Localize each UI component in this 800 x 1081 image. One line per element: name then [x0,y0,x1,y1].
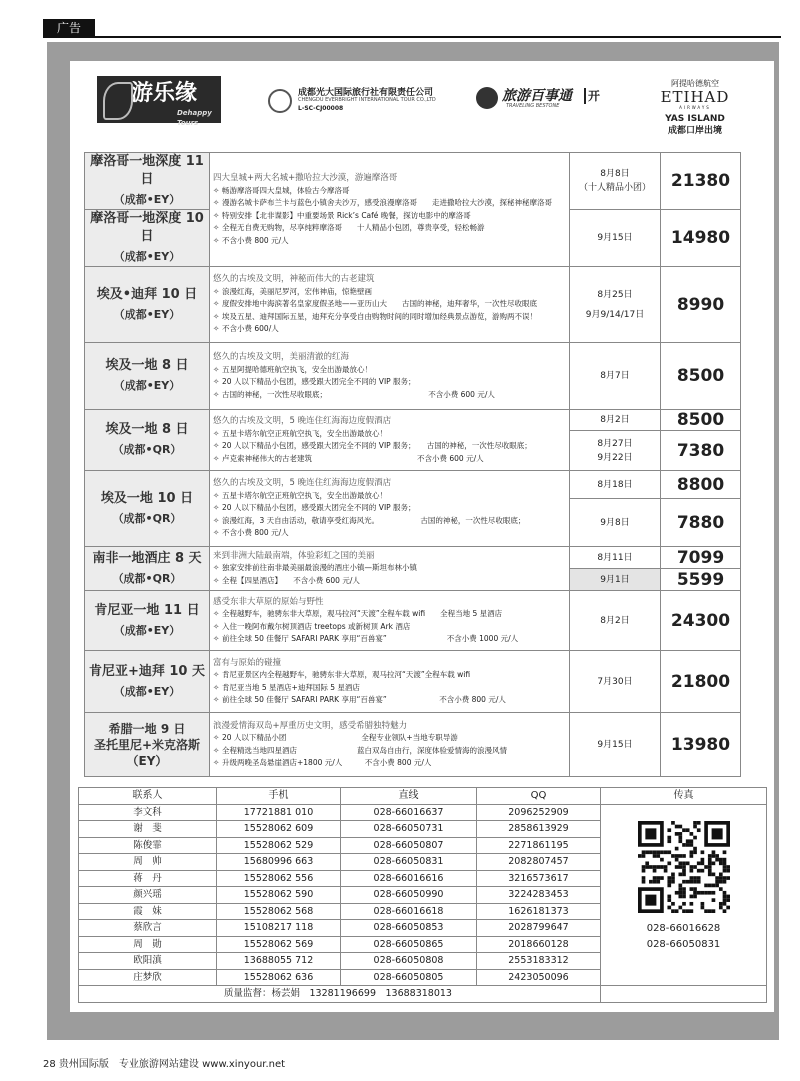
diamond-icon: ✧ [213,364,220,374]
tour-line-text: 肯尼亚景区内全程越野车，驰骋东非大草原，观马拉河“天渡”全程车载 wifi [222,670,471,679]
contact-phone: 028-66050831 [341,854,477,871]
tour-name-cell [85,410,210,471]
diamond-icon: ✧ [213,223,220,232]
tour-name-cell [85,547,210,591]
tour-name: 埃及•迪拜 10 日 [96,286,198,302]
contact-row [79,804,767,821]
tour-name: 埃及一地 8 日 [105,358,189,373]
tour-header: 感受东非大草原的原始与野性 [213,596,324,607]
tour-line [213,732,569,745]
tour-price: 24300 [661,591,741,651]
tour-dates [570,591,661,651]
contact-mobile: 15680996 663 [217,854,341,871]
diamond-icon: ✧ [213,198,220,207]
contact-name: 霞 妹 [79,903,217,920]
tour-dates [570,569,661,591]
empty-cell [601,986,767,1003]
contact-phone: 028-66050990 [341,887,477,904]
supervisor-row [79,986,767,1003]
contact-mobile: 13688055 712 [217,953,341,970]
tour-dates [570,343,661,410]
tour-date: 8月7日 [600,371,630,381]
tour-line-text: 不含小费 800 元/人 [222,528,289,538]
tour-header: 悠久的古埃及文明，神秘而伟大的古老建筑 [213,274,375,285]
tour-origin: （成都•QR） [112,571,182,585]
youleyuan-logo [97,76,221,127]
tour-name: 摩洛哥一地深度 11 日 [90,154,204,187]
diamond-icon: ✧ [213,428,220,438]
qr-code [638,821,730,913]
tour-date: 9月15日 [597,233,633,243]
fax-number: 028-66050831 [646,938,721,950]
tour-price: 8500 [661,410,741,431]
tour-line-text: 浪漫红海，3 天自由活动，敬请享受红海风光。 古国的神秘，一次性尽收眼底； [222,515,526,525]
tour-line [213,222,569,235]
tour-header: 四大皇城+两大名城+撒哈拉大沙漠，游遍摩洛哥 [213,173,398,183]
tour-date: 8月2日 [600,615,630,626]
tour-header: 悠久的古埃及文明，5 晚连住红海海边度假酒店 [213,478,392,489]
tour-name: 埃及一地 10 日 [100,490,194,506]
tour-name: 肯尼亚一地 11 日 [94,602,200,618]
col-header: 手机 [217,788,341,805]
tour-dates [570,410,661,431]
tour-line-text: 全程精选当地四星酒店 蓝白双岛自由行，深度体验爱情海的浪漫风情 [222,745,507,755]
page-footer: 28 贵州国际版 专业旅游网站建设 www.xinyour.net [43,1059,286,1070]
contact-table [78,787,767,1003]
tour-line [213,364,569,377]
tour-origin: （成都•QR） [112,511,182,525]
tour-dates [570,431,661,471]
tour-desc [210,651,570,713]
tour-origin: （成都•EY） [113,379,181,392]
ad-label: 广告 [43,19,95,38]
contact-name: 周 勋 [79,936,217,953]
tour-dates [570,651,661,713]
tour-line [213,323,569,336]
contact-qq: 3216573617 [477,870,601,887]
tour-origin: （成都•EY） [113,684,181,698]
tour-price: 7099 [661,547,741,569]
tour-line [213,185,569,198]
tour-line [213,757,569,770]
tour-origin: （成都•EY） [113,307,181,321]
contact-phone: 028-66016618 [341,903,477,920]
diamond-icon: ✧ [213,670,220,679]
diamond-icon: ✧ [213,441,220,450]
tour-date: 8月27日 [597,438,633,449]
tour-line-text: 埃及五星、迪拜国际五星，迪拜充分享受自由购物时间的同时增加经典景点游览，游购两不误！ [222,311,537,321]
tour-date: （十人精品小团） [578,183,651,193]
diamond-icon: ✧ [213,695,220,704]
tour-line [213,286,569,299]
tour-price: 8800 [661,471,741,499]
tour-name: 肯尼亚+迪拜 10 天 [88,663,206,679]
everbright-english: CHENGDU EVERBRIGHT INTERNATIONAL TOUR CO.,LTD [298,97,436,103]
tour-line-text: 前往全球 50 佳餐厅 SAFARI PARK 享用“百兽宴” 不含小费 1000 元/人 [222,634,519,643]
tour-name-cell [85,591,210,651]
contact-name: 陈俊霏 [79,837,217,854]
fax-number: 028-66016628 [646,922,721,934]
contact-name: 周 帅 [79,854,217,871]
tour-header: 富有与原始的碰撞 [213,657,282,668]
tour-line [213,311,569,324]
tour-row [85,471,741,499]
tour-row [85,267,741,343]
diamond-icon: ✧ [213,311,220,321]
contact-phone: 028-66016637 [341,804,477,821]
tour-name-cell [85,651,210,713]
contact-phone: 028-66050853 [341,920,477,937]
top-bar [0,0,800,38]
diamond-icon: ✧ [213,324,220,334]
tour-desc [210,267,570,343]
tour-line-text: 独家安排前往南非最美丽最浪漫的酒庄小镇—斯坦布林小镇 [222,563,417,573]
tour-line [213,621,569,634]
tour-dates [570,713,661,777]
tour-line-text: 不含小费 600/人 [222,324,279,334]
tour-name: 希腊一地 9 日 [108,721,186,736]
tour-name-cell [85,471,210,547]
tour-line [213,197,569,210]
tour-line-text: 五星卡塔尔航空正班航空执飞，安全出游最放心！ [222,490,387,500]
tour-dates [570,499,661,547]
everbright-name: 成都光大国际旅行社有限责任公司 [298,88,434,98]
tour-name-cell [85,343,210,410]
tour-name-cell [85,210,210,267]
tour-price: 5599 [661,569,741,591]
tour-row [85,153,741,210]
quality-supervisor: 质量监督：杨芸娟 13281196699 13688318013 [79,986,601,1003]
tour-date: 7月30日 [597,676,633,687]
tour-row [85,591,741,651]
tour-line-text: 五星阿提哈德班航空执飞，安全出游最放心！ [222,364,372,374]
everbright-mark-icon [268,89,292,113]
chengdu-exit: 成都口岸出境 [667,126,722,136]
tour-desc [210,471,570,547]
tour-line-text: 畅游摩洛哥四大皇城，体验古今摩洛哥 [222,185,350,195]
tour-price: 21380 [661,153,741,210]
diamond-icon: ✧ [213,490,220,500]
tour-line [213,694,569,707]
tour-date: 8月11日 [597,552,633,563]
chengdu-everbright-logo [268,85,468,115]
lvyou-divider [584,88,586,104]
contact-mobile: 17721881 010 [217,804,341,821]
tour-line-text: 漫游名城卡萨布兰卡与蓝色小镇舍夫沙万，感受浪漫摩洛哥 走进撒哈拉大沙漠，探秘神秘摩洛哥 [222,198,552,207]
tour-line-text: 20 人以下精品小包团，感受跟大团完全不同的 VIP 服务； 古国的神秘，一次性尽收眼底； [222,441,532,450]
tour-line [213,682,569,695]
tour-line-text: 全程【四星酒店】 不含小费 600 元/人 [222,575,360,585]
tour-origin: （成都•EY） [113,193,181,206]
youleyuan-sub: Dehappy Tours [177,109,212,127]
tour-line [213,453,569,466]
diamond-icon: ✧ [213,515,220,525]
contact-qq: 2553183312 [477,953,601,970]
diamond-icon: ✧ [213,733,220,742]
diamond-icon: ✧ [213,185,220,195]
tour-price: 21800 [661,651,741,713]
tour-price: 13980 [661,713,741,777]
tour-price: 7880 [661,499,741,547]
tour-date: 9月9/14/17日 [585,309,645,320]
diamond-icon: ✧ [213,389,220,399]
tour-line [213,527,569,540]
etihad-cn: 阿提哈德航空 [671,79,719,88]
diamond-icon: ✧ [213,563,220,573]
contact-name: 欧阳滇 [79,953,217,970]
tour-name-cell [85,713,210,777]
tour-line-text: 古国的神秘，一次性尽收眼底； 不含小费 600 元/人 [222,389,495,399]
contact-name: 蒋 丹 [79,870,217,887]
lvyou-baishitong-logo [476,85,606,119]
tour-desc [210,713,570,777]
tour-desc [210,547,570,591]
diamond-icon: ✧ [213,453,220,463]
contact-name: 谢 斐 [79,821,217,838]
tour-origin: （成都•QR） [112,443,182,456]
tour-date: 8月2日 [600,415,630,425]
tour-line-text: 20 人以下精品小团 全程专业领队+当地专职导游 [222,733,458,742]
tour-line [213,502,569,515]
diamond-icon: ✧ [213,575,220,585]
tour-desc [210,343,570,410]
contact-name: 颜兴瑶 [79,887,217,904]
tour-line-text: 全程无自费无购物，尽享纯粹摩洛哥 十人精品小包团，尊贵享受，轻松畅游 [222,223,485,232]
tour-date: 9月1日 [600,574,630,585]
logo-swirl-icon [103,82,133,120]
tour-line-text: 五星卡塔尔航空正班航空执飞，安全出游最放心！ [222,428,387,438]
contact-qq: 2271861195 [477,837,601,854]
tour-line-text: 浪漫红海，美丽尼罗河，宏伟神庙，惊艳壁画 [222,286,372,296]
tour-line-text: 全程越野车，驰骋东非大草原，观马拉河“天渡”全程车载 wifi 全程当地 5 星酒店 [222,609,503,618]
tour-price: 8990 [661,267,741,343]
tour-line [213,575,569,588]
tour-origin: （EY） [126,753,168,768]
tour-desc [210,410,570,471]
tour-row [85,547,741,569]
tour-price: 7380 [661,431,741,471]
contact-name: 庄梦欣 [79,969,217,986]
tour-desc [210,591,570,651]
tour-dates [570,471,661,499]
contact-mobile: 15108217 118 [217,920,341,937]
contact-name: 蔡欣言 [79,920,217,937]
tour-date: 8月25日 [597,289,633,300]
diamond-icon: ✧ [213,528,220,538]
everbright-license: L-SC-CJ00008 [298,105,344,112]
tour-table [84,152,741,777]
tour-date: 9月22日 [597,452,633,463]
lvyou-name: 旅游百事通 [502,88,572,104]
tour-name: 埃及一地 8 日 [105,422,189,437]
tour-line [213,376,569,389]
tour-name: 摩洛哥一地深度 10 日 [90,211,204,244]
tour-date: 8月18日 [597,479,633,490]
tour-line [213,210,569,223]
tour-header: 来到非洲大陆最南端，体验彩虹之国的美丽 [213,550,375,561]
tour-row [85,651,741,713]
diamond-icon: ✧ [213,210,220,220]
diamond-icon: ✧ [213,745,220,755]
tour-line [213,562,569,575]
tour-line-text: 20 人以下精品小包团，感受跟大团完全不同的 VIP 服务； [222,503,416,513]
tour-dates [570,153,661,210]
diamond-icon: ✧ [213,235,220,245]
tour-desc [210,153,570,267]
diamond-icon: ✧ [213,758,220,767]
top-rule [43,36,781,38]
contact-qq: 2028799647 [477,920,601,937]
contact-qq: 3224283453 [477,887,601,904]
etihad-logo [640,79,750,139]
tour-line [213,235,569,248]
contact-qq: 2082807457 [477,854,601,871]
contact-phone: 028-66050807 [341,837,477,854]
contact-name: 李文科 [79,804,217,821]
tour-name: 南非一地酒庄 8 天 [92,550,202,566]
tour-line [213,389,569,402]
tour-name: 圣托里尼+米克洛斯 [93,737,201,752]
tour-line-text: 度假安排地中海滨著名皇家度假圣地——亚历山大 古国的神秘，迪拜奢华，一次性尽收眼底 [222,299,537,309]
tour-name-cell [85,267,210,343]
tour-line [213,669,569,682]
tour-origin: （成都•EY） [113,250,181,263]
diamond-icon: ✧ [213,609,220,618]
contact-mobile: 15528062 556 [217,870,341,887]
tour-line [213,745,569,758]
tour-row [85,343,741,410]
contact-qq: 2858613929 [477,821,601,838]
tour-line [213,298,569,311]
tour-price: 8500 [661,343,741,410]
tour-line [213,608,569,621]
tour-header: 悠久的古埃及文明，5 晚连住红海海边度假酒店 [213,416,392,426]
col-header: 传真 [601,788,767,805]
tour-line-text: 前往全球 50 佳餐厅 SAFARI PARK 享用“百兽宴” 不含小费 800 元/人 [222,695,506,704]
fax-cell [601,804,767,986]
tour-line [213,633,569,646]
advert-panel [70,61,774,1012]
tour-dates [570,547,661,569]
tour-date: 9月8日 [600,517,630,528]
diamond-icon: ✧ [213,377,220,386]
contact-header-row [79,788,767,805]
diamond-icon: ✧ [213,621,220,631]
tour-line [213,515,569,528]
tour-row [85,410,741,431]
tour-line [213,428,569,441]
etihad-brand: ETIHAD [660,88,730,106]
etihad-airways: AIRWAYS [679,105,711,110]
contact-mobile: 15528062 568 [217,903,341,920]
tour-line-text: 入住一晚阿布戴尔树顶酒店 treetops 或新树顶 Ark 酒店 [222,621,411,631]
tour-date: 8月8日 [600,169,630,179]
contact-mobile: 15528062 529 [217,837,341,854]
tour-line [213,490,569,503]
lvyou-english: TRAVELING BESTONE [506,103,560,109]
tour-line-text: 不含小费 800 元/人 [222,235,289,245]
tour-row [85,713,741,777]
tour-header: 浪漫爱情海双岛+厚重历史文明，感受希腊独特魅力 [213,720,408,731]
contact-qq: 2423050096 [477,969,601,986]
tour-price: 14980 [661,210,741,267]
diamond-icon: ✧ [213,634,220,643]
tour-line-text: 卢克索神秘伟大的古老建筑 不含小费 600 元/人 [222,453,484,463]
tour-line-text: 20 人以下精品小包团，感受跟大团完全不同的 VIP 服务； [222,377,416,386]
qr-code-image [638,821,730,913]
tour-line [213,440,569,453]
col-header: 联系人 [79,788,217,805]
contact-phone: 028-66016616 [341,870,477,887]
contact-mobile: 15528062 590 [217,887,341,904]
contact-qq: 2018660128 [477,936,601,953]
tour-line-text: 特别安排【北非谍影】中重要场景 Rick’s Café 晚餐，探访电影中的摩洛哥 [222,210,471,220]
diamond-icon: ✧ [213,682,220,692]
tour-line-text: 升级两晚圣岛悬崖酒店+1800 元/人 不含小费 800 元/人 [222,758,432,767]
contact-qq: 1626181373 [477,903,601,920]
col-header: QQ [477,788,601,805]
yas-island: YAS ISLAND [665,114,725,124]
tour-header: 悠久的古埃及文明，美丽清澈的红海 [213,352,350,362]
tour-line-text: 肯尼亚当地 5 星酒店+迪拜国际 5 星酒店 [222,682,360,692]
contact-phone: 028-66050808 [341,953,477,970]
contact-mobile: 15528062 609 [217,821,341,838]
contact-phone: 028-66050805 [341,969,477,986]
youleyuan-name: 游乐缘 [131,81,198,106]
contact-phone: 028-66050731 [341,821,477,838]
contact-phone: 028-66050865 [341,936,477,953]
contact-mobile: 15528062 636 [217,969,341,986]
contact-mobile: 15528062 569 [217,936,341,953]
diamond-icon: ✧ [213,286,220,296]
lvyou-globe-icon [476,87,498,109]
tour-dates [570,210,661,267]
tour-name-cell [85,153,210,210]
lvyou-suffix: 开 [588,89,601,103]
tour-date: 9月15日 [597,739,633,750]
tour-origin: （成都•EY） [113,623,181,637]
diamond-icon: ✧ [213,299,220,309]
col-header: 直线 [341,788,477,805]
diamond-icon: ✧ [213,503,220,513]
contact-qq: 2096252909 [477,804,601,821]
tour-dates [570,267,661,343]
